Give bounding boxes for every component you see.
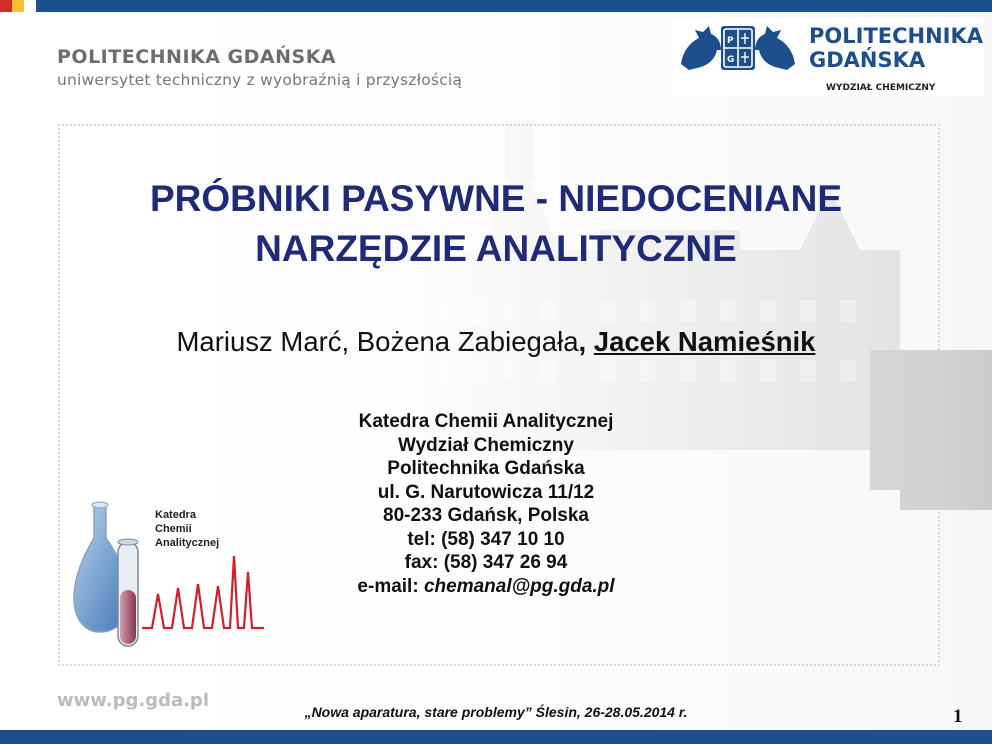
university-name: POLITECHNIKA GDAŃSKA [57, 46, 337, 68]
address-line: ul. G. Narutowicza 11/12 [377, 481, 595, 503]
address-block [300, 410, 672, 598]
bottom-brand-bar [0, 730, 992, 744]
red-square [0, 0, 12, 12]
lions-shield-emblem-icon [677, 20, 799, 76]
fax-line: fax: (58) 347 26 94 [404, 552, 568, 573]
logo-department-name: WYDZIAŁ CHEMICZNY [826, 83, 936, 93]
slide-number: 1 [953, 706, 963, 727]
phone-line: tel: (58) 347 10 10 [407, 528, 565, 550]
authors-separator: , [578, 326, 594, 357]
address-line: Wydział Chemiczny [398, 434, 574, 456]
email-label: e-mail: [357, 575, 424, 597]
department-logo-label: Katedra Chemii Analitycznej [155, 509, 220, 549]
svg-text:G: G [727, 55, 735, 65]
co-authors: Mariusz Marć, Bożena Zabiegała [176, 326, 579, 357]
email-line [300, 575, 672, 599]
svg-text:P: P [727, 36, 734, 46]
address-line: 80-233 Gdańsk, Polska [383, 505, 589, 526]
email-link[interactable]: chemanal@pg.gda.pl [423, 575, 615, 597]
yellow-square [12, 0, 24, 12]
lead-author: Jacek Namieśnik [593, 326, 816, 357]
top-brand-bar [0, 0, 992, 12]
white-square [24, 0, 36, 12]
logo-university-name: POLITECHNIKA GDAŃSKA [809, 24, 984, 72]
address-line: Katedra Chemii Analitycznej [358, 411, 614, 432]
address-line: Politechnika Gdańska [387, 458, 585, 479]
university-motto: uniwersytet techniczny z wyobraźnią i przyszłością [57, 71, 463, 89]
website-url: www.pg.gda.pl [57, 690, 209, 711]
authors-line [0, 326, 992, 358]
slide-title: PRÓBNIKI PASYWNE - NIEDOCENIANE NARZĘDZIE ANALITYCZNE [149, 178, 843, 269]
conference-info: „Nowa aparatura, stare problemy” Ślesin, 26-28.05.2014 r. [304, 704, 688, 720]
